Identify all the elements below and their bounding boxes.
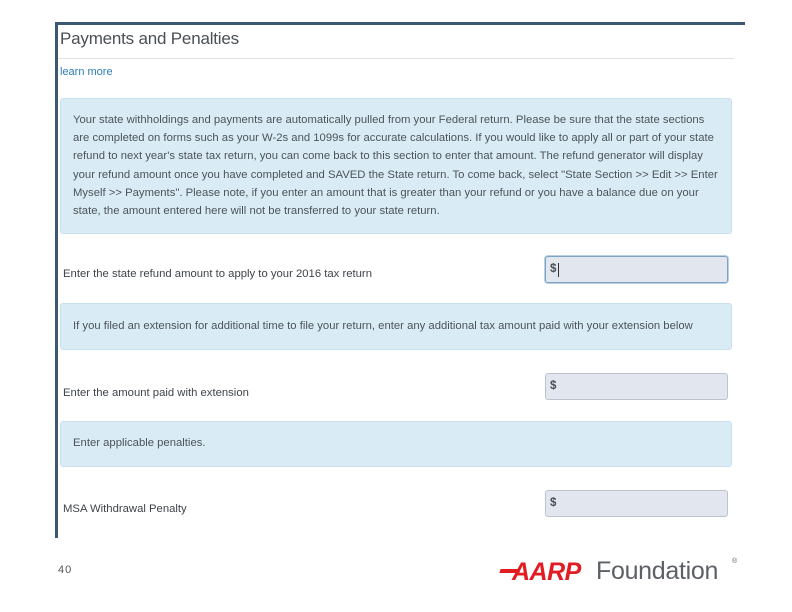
msa-penalty-input[interactable] (545, 490, 728, 517)
learn-more-link[interactable]: learn more (60, 66, 113, 78)
slide-page-number: 40 (58, 564, 73, 576)
dollar-sign: $ (550, 263, 557, 275)
page-title: Payments and Penalties (60, 29, 239, 48)
info-panel-intro (60, 98, 732, 234)
dollar-sign: $ (550, 497, 557, 509)
info-panel-extension (60, 303, 732, 350)
refund-amount-input[interactable] (545, 256, 728, 283)
text-cursor (558, 263, 559, 277)
registered-mark: ® (732, 558, 738, 565)
msa-penalty-label: MSA Withdrawal Penalty (63, 503, 187, 515)
dollar-sign: $ (550, 380, 557, 392)
extension-amount-label: Enter the amount paid with extension (63, 387, 249, 399)
logo-aarp-text: AARP (512, 558, 581, 586)
aarp-foundation-logo (500, 556, 745, 588)
info-panel-penalties (60, 421, 732, 467)
logo-foundation-text: Foundation (596, 557, 719, 585)
refund-amount-label: Enter the state refund amount to apply to your 2016 tax return (63, 268, 372, 280)
title-divider (58, 58, 734, 59)
extension-text: If you filed an extension for additional time to file your return, enter any additional tax amount paid with your extension below (73, 320, 693, 332)
screenshot-frame (55, 22, 745, 538)
extension-amount-input[interactable] (545, 373, 728, 400)
penalties-text: Enter applicable penalties. (73, 437, 206, 449)
intro-text: Your state withholdings and payments are automatically pulled from your Federal return. Please be sure that the state sections are completed on forms such as your W-2s and 1099s for accurate calculations. If you would like to apply all or part of your state refund to next year's state tax return, you can come back to this section to enter that amount. The refund generator will display your refund amount once you have completed and SAVED the State return. To come back, select "State Section >> Edit >> Enter Myself >> Payments". Please note, if you enter an amount that is greater than your refund or you have a balance due on your state, the amount entered here will not be transferred to your state return. (73, 114, 718, 218)
